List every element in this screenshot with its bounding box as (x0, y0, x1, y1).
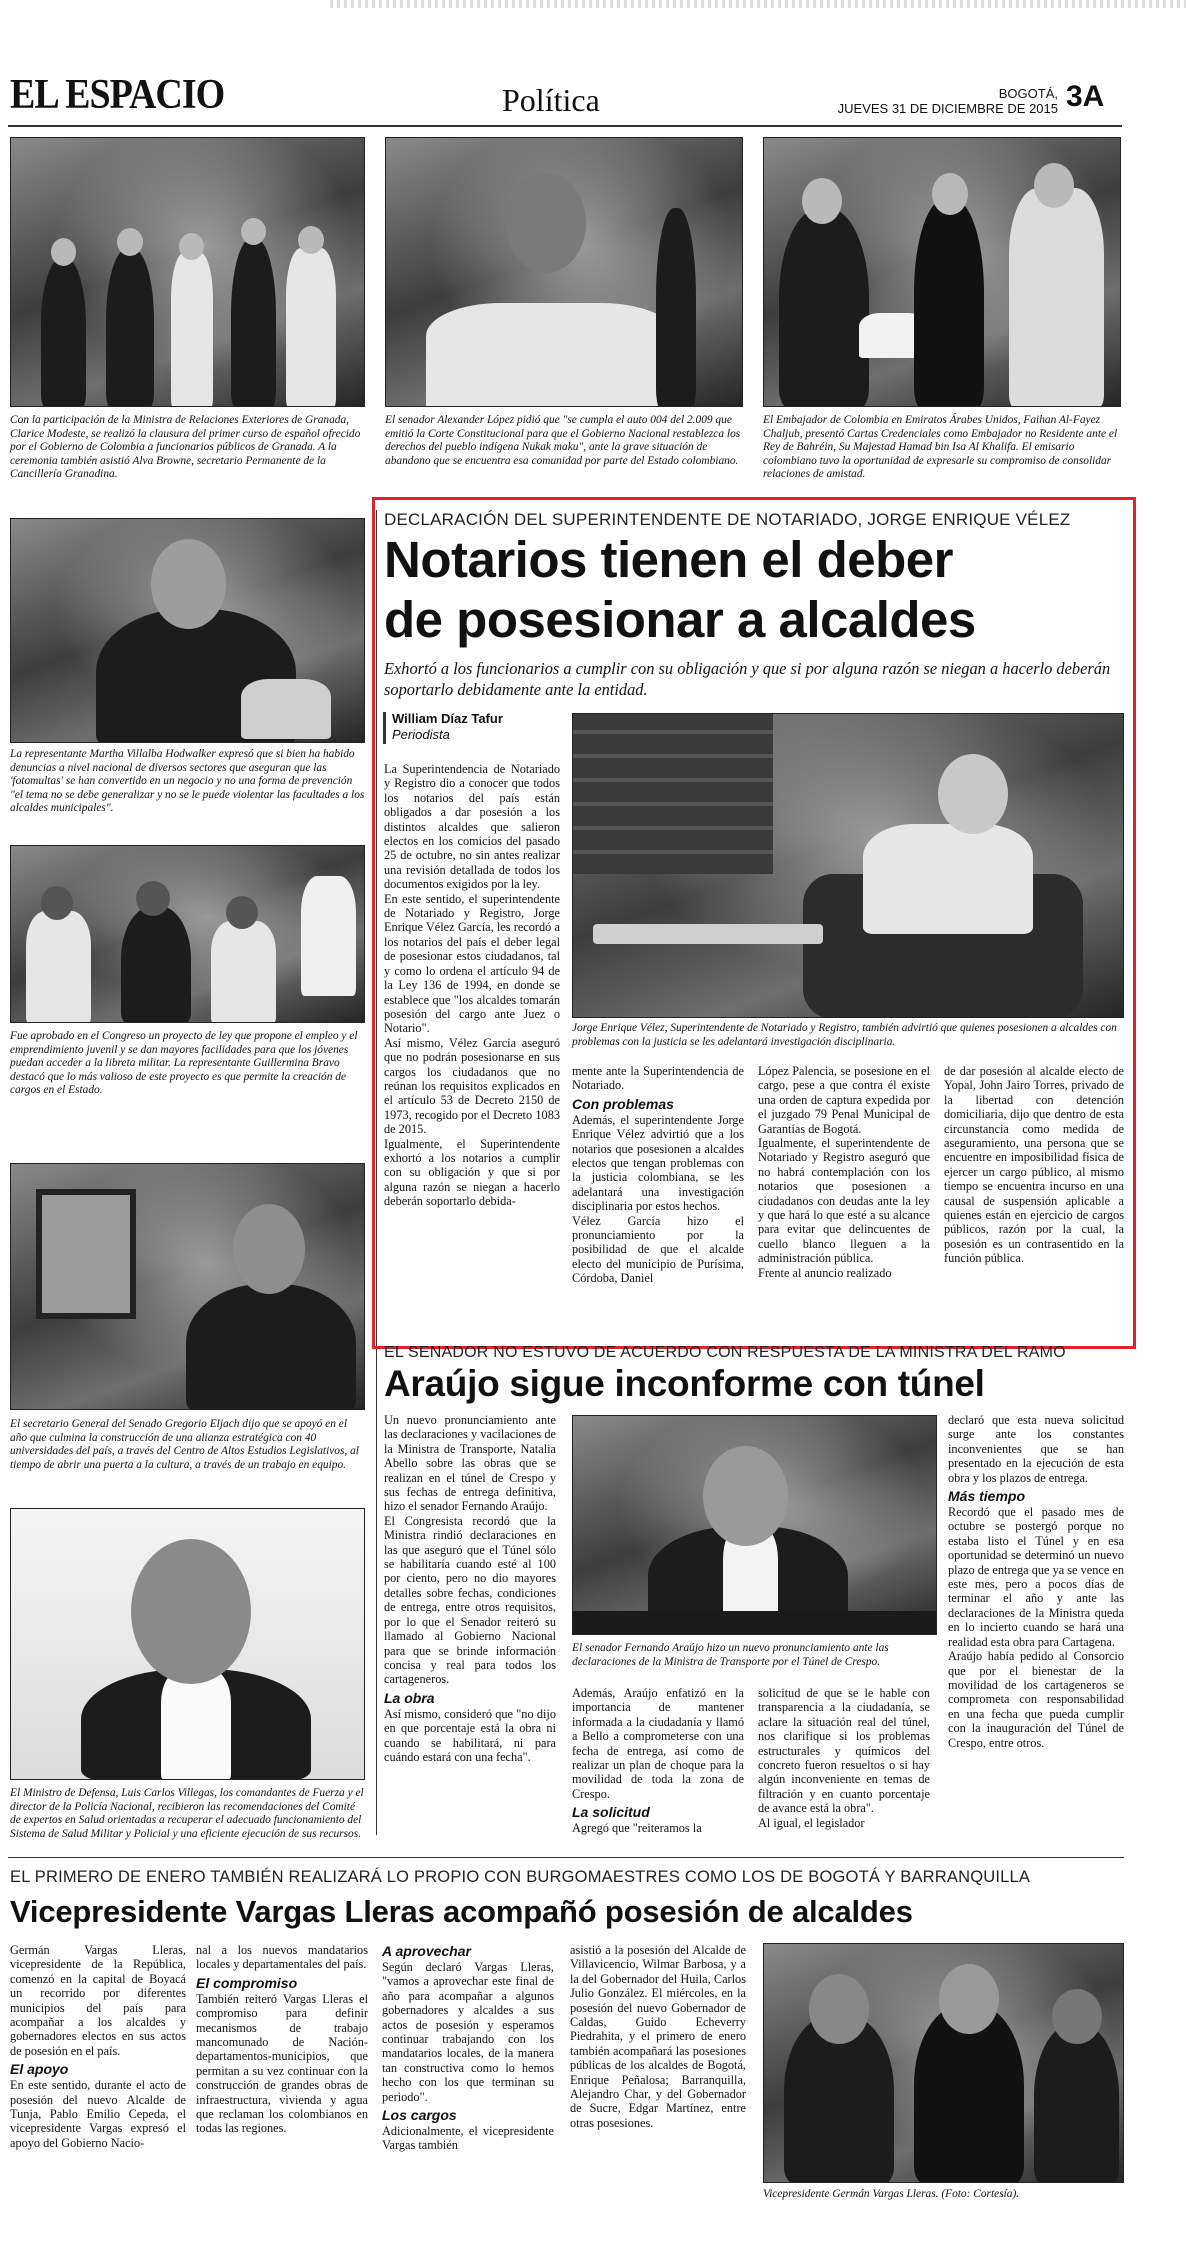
caption-jorge-enrique-velez: Jorge Enrique Vélez, Superintendente de Notariado y Registro, también advirtió que quienes posesionen a alcaldes con problemas con la justicia se les adelantará investigación disciplinaria. (572, 1022, 1117, 1048)
photo-guillermina-bravo (10, 845, 365, 1023)
article1-column-2 (572, 1064, 744, 1286)
caption-fernando-araujo: El senador Fernando Araújo hizo un nuevo pronunciamiento ante las declaraciones de la Ministra de Transporte por el Túnel de Crespo. (572, 1642, 889, 1668)
article2-subhead-mas-tiempo: Más tiempo (948, 1488, 1026, 1505)
article1-column-3 (758, 1064, 930, 1280)
article3-col3-p1: Según declaró Vargas Lleras, "vamos a aprovechar este final de año para acompañar a algunos gobernadores y alcaldes a sus actos de posesión y esperamos continuar trabajando con los mandatarios locales, de la manera tan constructiva como lo hemos hecho con los que terminan su periodo". (382, 1960, 554, 2104)
photo-vargas-lleras (763, 1943, 1124, 2183)
caption-gregorio-eljach: El secretario General del Senado Gregorio Eljach dijo que se apoyó en el año que culmina la construcción de una alianza estratégica con 40 universidades del país, a través del Centro de Altos Estudios Legislativos, al tiempo de abrir una puerta a la cultura, a través de un trabajo en equipo. (10, 1418, 359, 1471)
byline-name: William Díaz Tafur (392, 711, 503, 726)
scan-artifact (330, 0, 1186, 8)
article3-headline: Vicepresidente Vargas Lleras acompañó posesión de alcaldes (10, 1894, 913, 1929)
caption-guillermina-bravo: Fue aprobado en el Congreso un proyecto de ley que propone el empleo y el emprendimiento juvenil y se dan mayores facilidades para que los jóvenes puedan acceder a la libreta militar. La representante Guillermina Bravo destacó que lo más valioso de este proyecto es que permite la creación de cargos en el Estado. (10, 1030, 358, 1097)
caption-luis-carlos-villegas: El Ministro de Defensa, Luis Carlos Villegas, los comandantes de Fuerza y el director de la Policía Nacional, recibieron las recomendaciones del Comité de expertos en Salud orientadas a recuperar el adecuado funcionamiento del Sistema de Salud Militar y Policial y una eficiente ejecución de sus recursos. (10, 1787, 364, 1840)
article2-col4-p1: declaró que esta nueva solicitud surge ante los constantes inconvenientes que se han presentado en la ejecución de esta obra y los plazos de entrega. (948, 1413, 1124, 1485)
article3-top-rule (8, 1857, 1124, 1858)
article3-col2-p1: nal a los nuevos mandatarios locales y departamentales del país. (196, 1943, 368, 1972)
article3-col2-p2: También reiteró Vargas Lleras el compromiso para definir mecanismos de trabajo mancomunado de Nación-departamentos-municipios, que permitan a su vez continuar con la construcción de grandes obras de infraestructura, vivienda y agua que reclaman los colombianos en todas las regiones. (196, 1991, 368, 2136)
article3-col4-p1: asistió a la posesión del Alcalde de Villavicencio, Wilmar Barbosa, y a la del Gobernador del Huila, Carlos Julio González. El miércoles, en la posesión del nuevo Gobernador de Caldas, Guido Echeverry Piedrahita, y el primero de enero también acompañará las posesiones públicas de los alcaldes de Bogotá, Enrique Peñalosa; Barranquilla, Alejandro Char, y del Gobernador de Sucre, Edgar Martínez, entre otras posesiones. (570, 1943, 746, 2130)
photo-martha-villalba (10, 518, 365, 743)
masthead-rule (8, 125, 1122, 127)
article3-subhead-cargos: Los cargos (382, 2107, 457, 2124)
article3-col3-p2: Adicionalmente, el vicepresidente Vargas también (382, 2124, 554, 2153)
byline-role: Periodista (392, 727, 450, 742)
article1-col2-p2: Además, el superintendente Jorge Enrique Vélez advirtió que a los notarios que posesionen a alcaldes electos que tengan problemas con la justicia colombiana, se les adelantará una investigación disciplinaria por estos hechos. (572, 1112, 744, 1214)
caption-vargas-lleras: Vicepresidente Germán Vargas Lleras. (Foto: Cortesía). (763, 2188, 1020, 2200)
article1-col1-p3: Así mismo, Vélez García aseguró que no podrán posesionarse en sus cargos los ciudadanos que no reúnan los requisitos explicados en el artículo 53 de Decreto 2150 de 1973, recogido por el Decreto 1083 de 2015. (384, 1035, 560, 1137)
page-number: 3A (1066, 80, 1105, 113)
article1-col3-p2: Igualmente, el superintendente de Notariado y Registro aseguró que no habrá contemplación con los notarios que posesionen a ciudadanos con deudas ante la ley y que hará lo que esté a su alcance para evitar que delincuentes de cuello blanco lleguen a la administración pública. (758, 1136, 930, 1266)
caption-ambassador: El Embajador de Colombia en Emiratos Árabes Unidos, Faihan Al-Fayez Chaljub, presentó Cartas Credenciales como Embajador no Residente ante el Rey de Bahréin, Su Majestad Hamad bin Isa Al Khalifa. El emisario colombiano tuvo la oportunidad de expresarle su compromiso de consolidar relaciones de amistad. (763, 414, 1118, 481)
byline-bar (383, 712, 386, 744)
article1-headline-line1: Notarios tienen el deber (384, 531, 953, 588)
article1-deck: Exhortó a los funcionarios a cumplir con su obligación y que si por alguna razón se niegan a hacerlo deberán soportarlo debidamente ante la entidad. (384, 659, 1111, 699)
article2-col2-p2: Agregó que "reiteramos la (572, 1821, 702, 1836)
article1-headline-line2: de posesionar a alcaldes (384, 591, 976, 648)
article3-subhead-aprovechar: A aprovechar (382, 1943, 471, 1959)
article1-col1-p1: La Superintendencia de Notariado y Registro dio a conocer que todos los notarios del país están obligados a dar posesión a los distintos alcaldes que salieron electos en los comicios del pasado 25 de octubre, no sin antes realizar una revisión detallada de todos los documentos exigidos por la ley. (384, 762, 560, 892)
article2-column-2 (572, 1686, 744, 1836)
article3-column-4 (570, 1943, 746, 2130)
photo-jorge-enrique-velez (572, 713, 1124, 1018)
article2-col3-p1: solicitud de que se le hable con transparencia a la ciudadanía, se aclare la situación real del túnel, nos clarifique si los problemas estructurales y químicos del concreto fueron resueltos o si hay algún inconveniente en temas de filtración y en cuanto porcentaje de avance está la obra". (758, 1686, 930, 1816)
article2-col2-p1: Además, Araújo enfatizó en la importancia de mantener informada a la ciudadanía y llamó a Bello a comprometerse con una fecha de entrega, así como de realizar un plan de choque para la movilidad de toda la zona de Crespo. (572, 1686, 744, 1801)
article1-byline (392, 711, 503, 743)
article2-col4-p3: Araújo había pedido al Consorcio que por el bienestar de la movilidad de los cartageneros se comprometa con responsabilidad en una fecha que pueda cumplir con la inauguración del Túnel de Crespo, entre otros. (948, 1649, 1124, 1750)
article2-col3-p2: Al igual, el legislador (758, 1815, 865, 1830)
article2-col4-p2: Recordó que el pasado mes de octubre se postergó porque no estaba listo el Túnel y en esa oportunidad se determinó un nuevo plazo de entrega que ya se vence en este mes, pero a pocos días de terminar el año y ante las declaraciones de la Ministra queda en lo incierto cuando se hará una realidad esta obra para Cartagena. (948, 1505, 1124, 1649)
article1-column-1 (384, 762, 560, 1209)
article3-subhead-compromiso: El compromiso (196, 1974, 298, 1991)
article3-subhead-apoyo: El apoyo (10, 2061, 69, 2078)
article3-column-2 (196, 1943, 368, 2136)
caption-martha-villalba: La representante Martha Villalba Hodwalker expresó que si bien ha habido denuncias a nivel nacional de diversos sectores que aseguran que las 'fotomultas' se han convertido en un negocio y no una forma de prevención "el tema no se debe generalizar y no se le puede violentar las facultades a los alcaldes municipales". (10, 748, 365, 815)
article2-col1-p3: Así mismo, consideró que "no dijo en que porcentaje está la obra ni cuando se habilitará, ni para cuándo estará con una fecha". (384, 1706, 556, 1764)
section-title: Política (502, 82, 600, 118)
article1-col1-p4: Igualmente, el Superintendente exhortó a los notarios a cumplir con su obligación y que si por alguna razón se niegan a hacerlo deberán soportarlo debida- (384, 1136, 560, 1209)
article1-column-4 (944, 1064, 1124, 1266)
article1-col1-p2: En este sentido, el superintendente de Notariado y Registro, Jorge Enrique Vélez García, les recordó a los notarios del país el deber legal de posesionar estos ciudadanos, tal y como lo ordena el artículo 94 de la Ley 136 de 1994, en donde se establece que "los alcaldes tomarán posesión del cargo ante Juez o Notario". (384, 891, 560, 1036)
article2-column-3 (758, 1686, 930, 1830)
article2-subhead-solicitud: La solicitud (572, 1804, 650, 1821)
caption-granada: Con la participación de la Ministra de Relaciones Exteriores de Granada, Clarice Modeste, se realizó la clausura del primer curso de español ofrecido por el Gobierno de Colombia a funcionarios públicos de Granada. A la ceremonia también asistió Alva Browne, secretario Permanente de la Cancillería Granadina. (10, 414, 361, 481)
article2-col1-p1: Un nuevo pronunciamiento ante las declaraciones y vacilaciones de la Ministra de Transporte, Natalia Abello sobre las obras que se realizan en el túnel de Crespo y sus fechas de entrega definitiva, hizo el senador Fernando Araújo. (384, 1413, 556, 1514)
article3-col1-p2: En este sentido, durante el acto de posesión del nuevo Alcalde de Tunja, Pablo Emilio Cepeda, el vicepresidente Vargas expresó el apoyo del Gobierno Nacio- (10, 2078, 186, 2150)
newspaper-logo: EL ESPACIO (10, 71, 225, 119)
photo-granada-ceremony (10, 137, 365, 407)
dateline-city: BOGOTÁ, (998, 86, 1058, 101)
article2-kicker: EL SENADOR NO ESTUVO DE ACUERDO CON RESPUESTA DE LA MINISTRA DEL RAMO (384, 1344, 1066, 1361)
caption-senator-lopez: El senador Alexander López pidió que "se cumpla el auto 004 del 2.009 que emitió la Corte Constitucional para que el Gobierno Nacional restablezca los derechos del pueblo indígena Nukak maku", ante la grave situación de abandono que se encuentra esa comunidad por parte del Estado colombiano. (385, 414, 741, 467)
photo-gregorio-eljach (10, 1163, 365, 1410)
article1-subhead-problemas: Con problemas (572, 1095, 674, 1112)
article2-column-4 (948, 1413, 1124, 1750)
dateline (780, 86, 1058, 116)
article2-col1-p2: El Congresista recordó que la Ministra rindió declaraciones en las que aseguró que el Túnel sólo se habilitaría cuando esté al 100 por ciento, pero no dio mayores detalles sobre fechas, condiciones de entrega, entre otros requisitos, por lo que el Senador reiteró su llamado al Gobierno Nacional para que se brinde información concisa y real para todos los cartageneros. (384, 1513, 556, 1687)
article2-headline: Araújo sigue inconforme con túnel (384, 1363, 985, 1404)
photo-luis-carlos-villegas (10, 1508, 365, 1780)
article3-kicker: EL PRIMERO DE ENERO TAMBIÉN REALIZARÁ LO PROPIO CON BURGOMAESTRES COMO LOS DE BOGOTÁ Y BARRANQUILLA (10, 1868, 1031, 1886)
dateline-date: JUEVES 31 DE DICIEMBRE DE 2015 (837, 101, 1058, 116)
article1-kicker: DECLARACIÓN DEL SUPERINTENDENTE DE NOTARIADO, JORGE ENRIQUE VÉLEZ (384, 510, 1071, 529)
article1-col2-p1: mente ante la Superintendencia de Notariado. (572, 1064, 744, 1093)
article1-col4-p1: de dar posesión al alcalde electo de Yopal, John Jairo Torres, privado de la libertad con detención domiciliaria, dijo que dentro de esta circunstancia como medida de aseguramiento, una persona que se encuentre en imposibilidad física de ejercer un cargo público, al mismo tiempo se encuentra incurso en una causal de suspensión aplicable a quienes están en ejercicio de cargos públicos, razón por la cual, la posesión es un contrasentido en la función pública. (944, 1064, 1124, 1266)
article3-column-3 (382, 1943, 554, 2153)
article1-col3-p1: López Palencia, se posesione en el cargo, pese a que contra él existe una orden de captura expedida por el juzgado 79 Penal Municipal de Garantías de Bogotá. (758, 1064, 930, 1136)
photo-ambassador-bahrein (763, 137, 1121, 407)
article3-column-1 (10, 1943, 186, 2150)
article2-column-1 (384, 1413, 556, 1764)
photo-fernando-araujo (572, 1415, 937, 1635)
article2-subhead-la-obra: La obra (384, 1689, 435, 1706)
article1-col2-p3: Vélez García hizo el pronunciamiento por la posibilidad de que el alcalde electo del municipio de Purísima, Córdoba, Daniel (572, 1213, 744, 1286)
article1-col3-p3: Frente al anuncio realizado (758, 1265, 892, 1280)
article3-col1-p1: Germán Vargas Lleras, vicepresidente de la República, comenzó en la capital de Boyacá un recorrido por diferentes municipios del país para acompañar a los alcaldes y gobernadores electos en sus actos de posesión en el país. (10, 1943, 186, 2058)
photo-senator-lopez (385, 137, 743, 407)
